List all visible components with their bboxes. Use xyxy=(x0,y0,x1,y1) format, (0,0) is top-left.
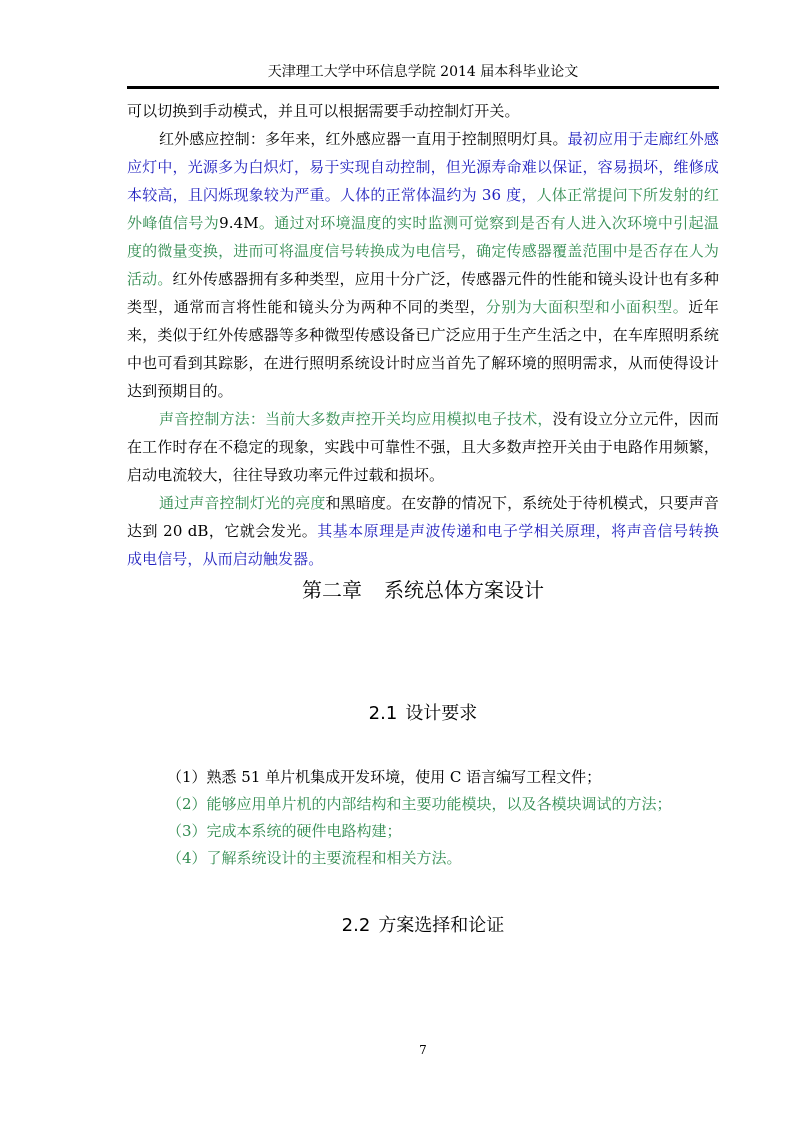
section-heading-2-2 xyxy=(127,912,719,940)
requirement-item: （1）熟悉 51 单片机集成开发环境，使用 C 语言编写工程文件； xyxy=(167,768,602,786)
requirements-list xyxy=(167,764,727,872)
text-run: 没有设立分立元件，因而在工作时存在不稳定的现象，实践中可靠性不强，且大多数声控开关由于电路作用频繁，启动电流较大，往往导致功率元件过载和损坏。 xyxy=(127,410,719,484)
paragraph-sound-control xyxy=(127,405,719,489)
body-text xyxy=(127,97,719,573)
text-run: 其基本原理是声波传递和电子学相关原理，将声音信号转换成电信号，从而启动触发器。 xyxy=(127,522,720,568)
text-run: 红外感应控制：多年来，红外感应器一直用于控制照明灯具。 xyxy=(159,130,568,148)
section-heading-2-1 xyxy=(127,700,719,728)
running-header: 天津理工大学中环信息学院 2014 届本科毕业论文 xyxy=(267,64,579,80)
text-run: 分别为大面积型和小面积型。 xyxy=(485,298,689,316)
text-run: 。通过对环境温度的实时监测可觉察到是否有人进入次环境中引起温度的微量变换，进而可将温度信号转换成为电信号，确定传感器覆盖范围中是否存在人为活动。 xyxy=(127,214,719,288)
paragraph-sound-brightness xyxy=(127,489,719,573)
text-run: 和黑暗度。在安静的情况下，系统处于待机模式，只要声音达到 20 dB，它就会发光。 xyxy=(127,494,719,540)
section-title: 设计要求 xyxy=(405,703,478,724)
page-number: 7 xyxy=(419,1043,427,1057)
paragraph-infrared-control xyxy=(127,125,719,405)
paragraph-mode-switch xyxy=(127,97,719,125)
header-rule xyxy=(127,86,719,89)
chapter-number: 第二章 xyxy=(302,578,362,602)
chapter-heading xyxy=(127,574,719,606)
text-run: 最初应用于走廊红外感应灯中，光源多为白炽灯，易于实现自动控制，但光源寿命难以保证，容易损坏，维修成本较高，且闪烁现象较为严重。人体的正常体温约为 36 度， xyxy=(127,130,719,204)
section-number: 2.2 xyxy=(341,915,371,936)
requirement-item: （4）了解系统设计的主要流程和相关方法。 xyxy=(167,849,462,867)
text-run: 近年来，类似于红外传感器等多种微型传感设备已广泛应用于生产生活之中，在车库照明系统中也可看到其踪影，在进行照明系统设计时应当首先了解环境的照明需求，从而使得设计达到预期目的。 xyxy=(127,298,719,400)
text-run: 可以切换到手动模式，并且可以根据需要手动控制灯开关。 xyxy=(127,102,520,120)
text-run: 9.4M xyxy=(219,214,259,232)
text-run: 通过声音控制灯光的亮度 xyxy=(159,494,326,512)
section-title: 方案选择和论证 xyxy=(378,915,505,936)
chapter-title: 系统总体方案设计 xyxy=(384,578,544,602)
section-number: 2.1 xyxy=(368,703,398,724)
requirement-item: （2）能够应用单片机的内部结构和主要功能模块，以及各模块调试的方法； xyxy=(167,795,672,813)
text-run: 声音控制方法：当前大多数声控开关均应用模拟电子技术， xyxy=(159,410,553,428)
text-run: 红外传感器拥有多种类型，应用十分广泛，传感器元件的性能和镜头设计也有多种类型，通常而言将性能和镜头分为两种不同的类型， xyxy=(127,270,719,316)
text-run: 人体正常提问下所发射的红外峰值信号为 xyxy=(127,186,719,232)
requirement-item: （3）完成本系统的硬件电路构建； xyxy=(167,822,402,840)
